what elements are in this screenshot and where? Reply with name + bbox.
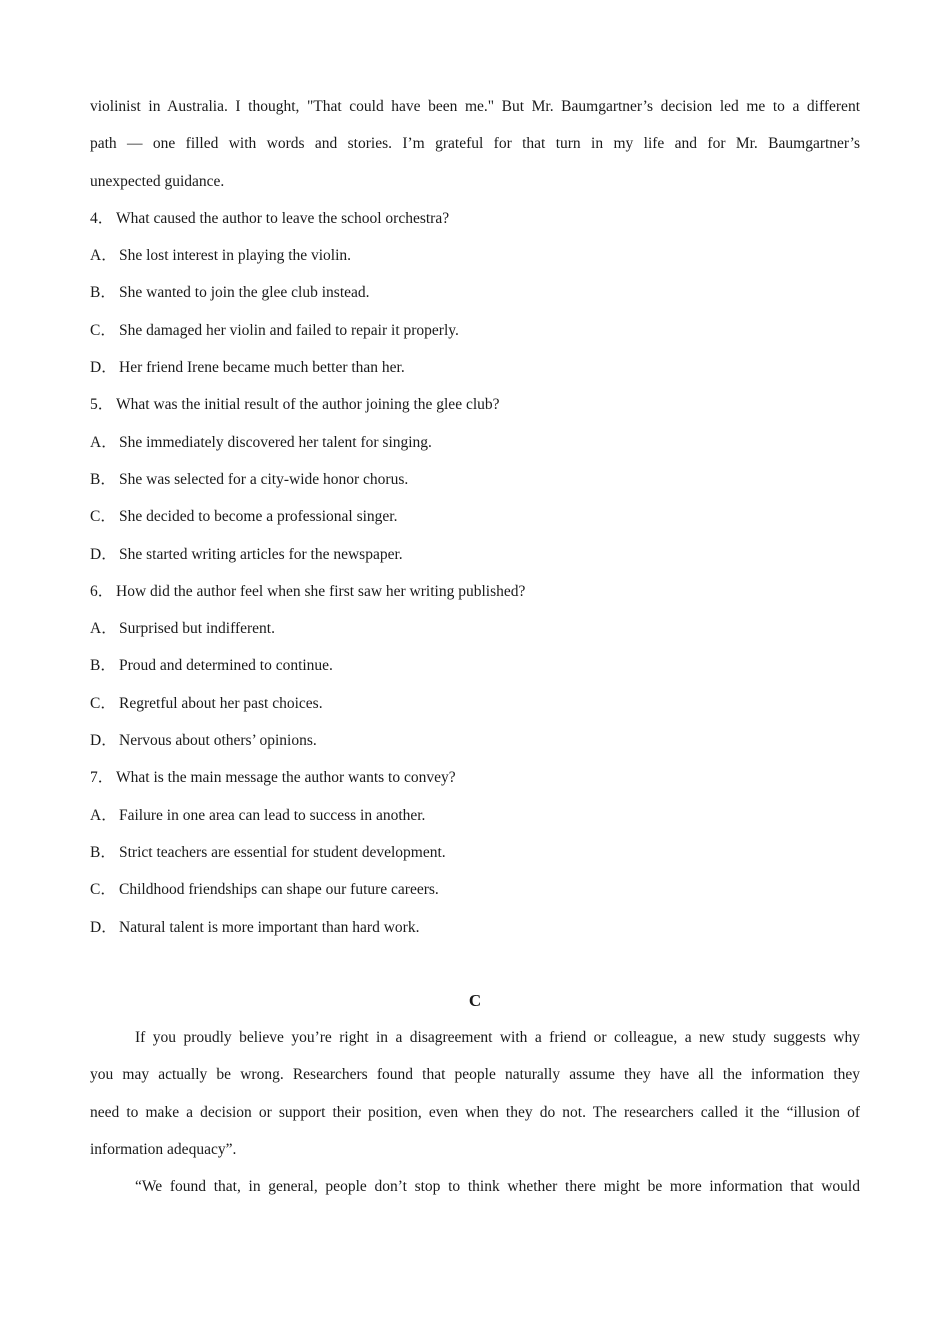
option-text: She was selected for a city-wide honor chorus.: [119, 470, 409, 488]
question-5: [90, 386, 860, 423]
question-text: What caused the author to leave the school orchestra?: [116, 209, 450, 227]
option-7c: [90, 871, 860, 908]
option-6a: [90, 610, 860, 647]
document-page: [90, 88, 860, 1206]
option-letter: B．: [90, 284, 116, 302]
option-letter: C．: [90, 321, 116, 339]
question-text: What is the main message the author wants to convey?: [116, 769, 456, 787]
option-letter: A．: [90, 620, 117, 638]
passage-line: need to make a decision or support their position, even when they do not. The researchers called it the “illusion of: [90, 1103, 860, 1121]
question-number: 5．: [90, 396, 114, 414]
passage-line: If you proudly believe you’re right in a disagreement with a friend or colleague, a new study suggests why: [135, 1029, 860, 1047]
option-text: Childhood friendships can shape our future careers.: [119, 881, 439, 899]
option-7d: [90, 909, 860, 946]
option-4c: [90, 312, 860, 349]
passage-line: “We found that, in general, people don’t stop to think whether there might be more information that would: [135, 1178, 860, 1196]
option-text: Failure in one area can lead to success in another.: [119, 806, 426, 824]
passage-line: violinist in Australia. I thought, "That could have been me." But Mr. Baumgartner’s decision led me to a different: [90, 98, 860, 115]
option-4d: [90, 349, 860, 386]
question-7: [90, 759, 860, 796]
question-6: [90, 573, 860, 610]
option-letter: C．: [90, 694, 116, 712]
option-letter: C．: [90, 881, 116, 899]
option-text: Regretful about her past choices.: [119, 694, 323, 712]
passage-line: information adequacy”.: [90, 1141, 237, 1159]
option-text: She lost interest in playing the violin.: [119, 247, 352, 265]
option-text: Nervous about others’ opinions.: [119, 732, 317, 750]
question-text: How did the author feel when she first saw her writing published?: [116, 582, 526, 600]
option-4a: [90, 237, 860, 274]
option-4b: [90, 274, 860, 311]
option-letter: D．: [90, 359, 117, 377]
passage-line: you may actually be wrong. Researchers found that people naturally assume they have all the information they: [90, 1066, 860, 1084]
option-letter: B．: [90, 657, 116, 675]
option-6b: [90, 647, 860, 684]
option-text: Surprised but indifferent.: [119, 620, 275, 638]
passage-line: unexpected guidance.: [90, 172, 225, 190]
question-number: 7．: [90, 769, 114, 787]
option-text: Her friend Irene became much better than her.: [119, 359, 405, 377]
question-number: 4．: [90, 209, 114, 227]
question-number: 6．: [90, 582, 114, 600]
option-letter: D．: [90, 545, 117, 563]
option-text: She damaged her violin and failed to repair it properly.: [119, 321, 459, 339]
option-6d: [90, 722, 860, 759]
option-5d: [90, 536, 860, 573]
passage-line: path — one filled with words and stories. I’m grateful for that turn in my life and for Mr. Baumgartner’s: [90, 135, 860, 153]
section-title: C: [468, 990, 482, 1010]
option-letter: C．: [90, 508, 116, 526]
option-text: Natural talent is more important than hard work.: [119, 918, 420, 936]
option-text: She started writing articles for the newspaper.: [119, 545, 403, 563]
option-letter: B．: [90, 843, 116, 861]
option-letter: D．: [90, 732, 117, 750]
option-letter: D．: [90, 918, 117, 936]
option-letter: A．: [90, 806, 117, 824]
option-letter: A．: [90, 433, 117, 451]
option-text: She immediately discovered her talent for singing.: [119, 433, 432, 451]
question-text: What was the initial result of the author joining the glee club?: [116, 396, 500, 414]
option-6c: [90, 685, 860, 722]
option-5a: [90, 424, 860, 461]
question-4: [90, 200, 860, 237]
option-text: She wanted to join the glee club instead.: [119, 284, 370, 302]
option-7b: [90, 834, 860, 871]
option-letter: A．: [90, 247, 117, 265]
option-5b: [90, 461, 860, 498]
option-5c: [90, 498, 860, 535]
option-text: Strict teachers are essential for student development.: [119, 843, 446, 861]
option-letter: B．: [90, 470, 116, 488]
option-7a: [90, 797, 860, 834]
option-text: Proud and determined to continue.: [119, 657, 333, 675]
option-text: She decided to become a professional singer.: [119, 508, 398, 526]
